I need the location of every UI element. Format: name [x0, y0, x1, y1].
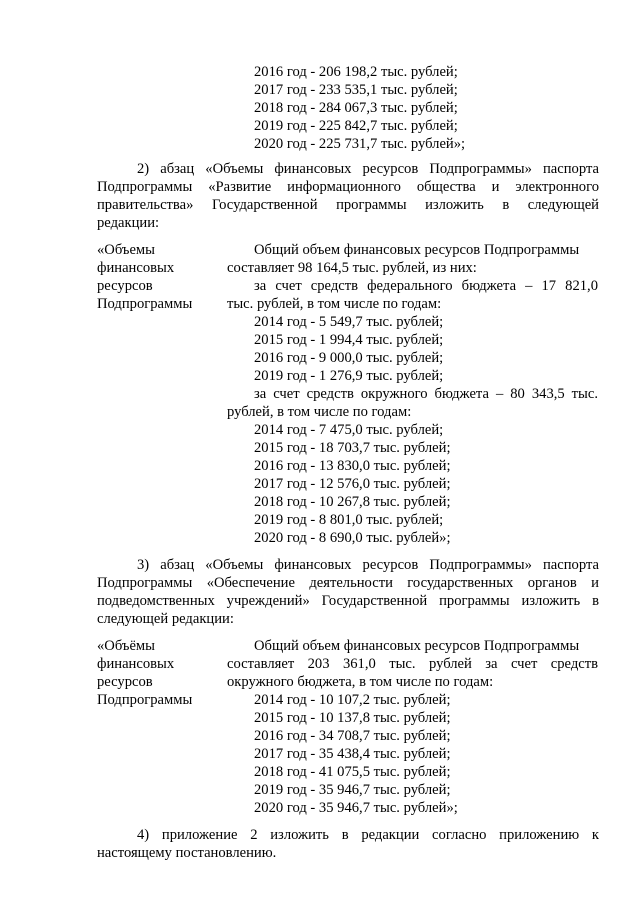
top-year-line: 2017 год - 233 535,1 тыс. рублей; [254, 82, 458, 98]
block2-text: составляет 98 164,5 тыс. рублей, из них: [227, 260, 477, 276]
block2-text: тыс. рублей, в том числе по годам: [227, 296, 442, 312]
para2-line: Подпрограммы «Развитие информационного общества и электронного [97, 179, 599, 195]
block3-label: ресурсов [97, 674, 153, 690]
block2-okr-year: 2015 год - 18 703,7 тыс. рублей; [254, 440, 451, 456]
para3-line: Подпрограммы «Обеспечение деятельности государственных органов и [97, 575, 599, 591]
para3-line: 3) абзац «Объемы финансовых ресурсов Подпрограммы» паспорта [137, 557, 599, 573]
block3-text: Общий объем финансовых ресурсов Подпрограммы [254, 638, 580, 654]
block2-fed-year: 2019 год - 1 276,9 тыс. рублей; [254, 368, 444, 384]
block2-text: за счет средств окружного бюджета – 80 343,5 тыс. [254, 386, 598, 402]
block3-text: составляет 203 361,0 тыс. рублей за счет средств [227, 656, 598, 672]
para4-line: настоящему постановлению. [97, 845, 277, 861]
top-year-line: 2018 год - 284 067,3 тыс. рублей; [254, 100, 458, 116]
block3-label: «Объёмы [97, 638, 155, 654]
block3-label: Подпрограммы [97, 692, 193, 708]
para2-line: редакции: [97, 215, 160, 231]
block3-year: 2018 год - 41 075,5 тыс. рублей; [254, 764, 451, 780]
block2-fed-year: 2016 год - 9 000,0 тыс. рублей; [254, 350, 444, 366]
block2-label: Подпрограммы [97, 296, 193, 312]
block2-text: за счет средств федерального бюджета – 17 821,0 [254, 278, 598, 294]
block2-okr-year: 2017 год - 12 576,0 тыс. рублей; [254, 476, 451, 492]
top-year-line: 2019 год - 225 842,7 тыс. рублей; [254, 118, 458, 134]
block3-year: 2019 год - 35 946,7 тыс. рублей; [254, 782, 451, 798]
block3-year: 2020 год - 35 946,7 тыс. рублей»; [254, 800, 458, 816]
block2-okr-year: 2020 год - 8 690,0 тыс. рублей»; [254, 530, 451, 546]
block2-label: финансовых [97, 260, 175, 276]
block2-label: ресурсов [97, 278, 153, 294]
block3-year: 2016 год - 34 708,7 тыс. рублей; [254, 728, 451, 744]
para3-line: следующей редакции: [97, 611, 234, 627]
para2-line: правительства» Государственной программы изложить в следующей [97, 197, 599, 213]
block3-label: финансовых [97, 656, 175, 672]
block2-okr-year: 2016 год - 13 830,0 тыс. рублей; [254, 458, 451, 474]
block3-text: окружного бюджета, в том числе по годам: [227, 674, 494, 690]
block3-year: 2017 год - 35 438,4 тыс. рублей; [254, 746, 451, 762]
block3-year: 2014 год - 10 107,2 тыс. рублей; [254, 692, 451, 708]
top-year-line: 2020 год - 225 731,7 тыс. рублей»; [254, 136, 466, 152]
para4-line: 4) приложение 2 изложить в редакции согласно приложению к [137, 827, 599, 843]
block2-okr-year: 2014 год - 7 475,0 тыс. рублей; [254, 422, 444, 438]
block2-okr-year: 2019 год - 8 801,0 тыс. рублей; [254, 512, 444, 528]
block2-fed-year: 2015 год - 1 994,4 тыс. рублей; [254, 332, 444, 348]
block2-label: «Объемы [97, 242, 155, 258]
block2-fed-year: 2014 год - 5 549,7 тыс. рублей; [254, 314, 444, 330]
block3-year: 2015 год - 10 137,8 тыс. рублей; [254, 710, 451, 726]
block2-text: Общий объем финансовых ресурсов Подпрограммы [254, 242, 580, 258]
block2-okr-year: 2018 год - 10 267,8 тыс. рублей; [254, 494, 451, 510]
para2-line: 2) абзац «Объемы финансовых ресурсов Подпрограммы» паспорта [137, 161, 599, 177]
para3-line: подведомственных учреждений» Государственной программы изложить в [97, 593, 599, 609]
top-year-line: 2016 год - 206 198,2 тыс. рублей; [254, 64, 458, 80]
block2-text: рублей, в том числе по годам: [227, 404, 412, 420]
